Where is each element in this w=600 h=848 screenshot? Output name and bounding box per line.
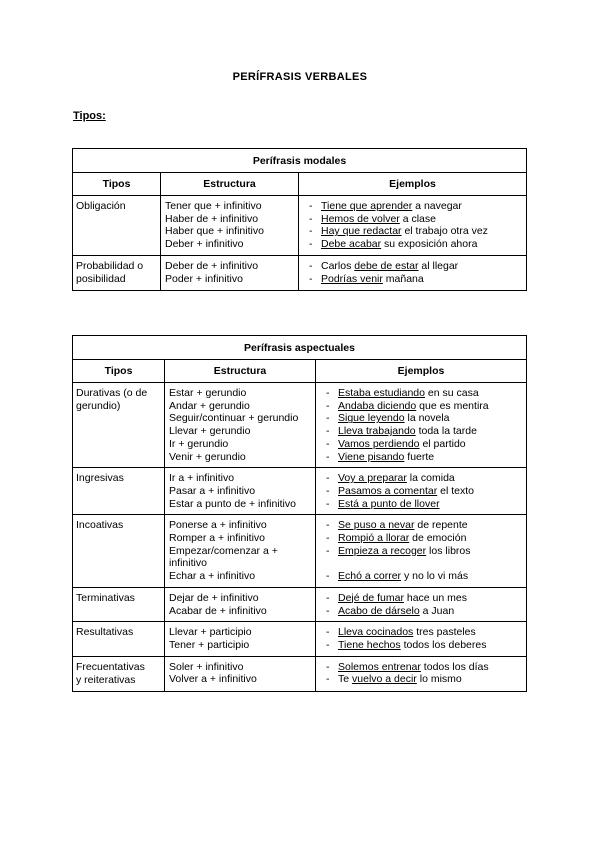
ejemplo-rest: su exposición ahora [381, 238, 478, 251]
ejemplo-periphrasis: Sigue leyendo [338, 412, 405, 425]
ejemplo-periphrasis: Hay que redactar [321, 225, 402, 238]
ejemplo-periphrasis: Empieza a recoger [338, 544, 427, 557]
table-row [73, 622, 527, 656]
estructura-cell [165, 515, 316, 588]
dash-marker: - [326, 450, 330, 463]
ejemplo-rest: que es mentira [416, 399, 489, 412]
ejemplo-periphrasis: Se puso a nevar [338, 519, 415, 532]
ejemplo-periphrasis: Rompió a llorar [338, 532, 410, 545]
tipo-cell [73, 196, 161, 256]
tipo-label: y reiterativas [76, 673, 136, 686]
ejemplo-item [326, 638, 522, 652]
ejemplo-rest: el texto [437, 484, 474, 497]
section-heading: Tipos: [73, 110, 106, 122]
dash-marker: - [326, 472, 330, 485]
dash-marker: - [326, 412, 330, 425]
ejemplo-periphrasis: Viene pisando [338, 450, 405, 463]
ejemplo-rest: la comida [406, 472, 455, 485]
dash-marker: - [326, 399, 330, 412]
table-body [73, 196, 527, 291]
tipo-label: Terminativas [76, 591, 135, 604]
estructura-item: Haber que + infinitivo [165, 225, 264, 238]
ejemplo-item [326, 412, 522, 425]
ejemplo-item [309, 272, 522, 286]
estructura-item: Volver a + infinitivo [169, 673, 257, 686]
dash-marker: - [326, 604, 330, 617]
ejemplo-periphrasis: vuelvo a decir [352, 673, 417, 686]
ejemplo-rest: todos los deberes [400, 638, 487, 651]
dash-marker: - [326, 532, 330, 545]
table-row [73, 196, 527, 256]
page-title: PERÍFRASIS VERBALES [232, 71, 368, 83]
dash-marker: - [326, 544, 330, 557]
ejemplo-item [326, 437, 522, 451]
estructura-cell [165, 587, 316, 621]
tipo-label: posibilidad [76, 272, 126, 285]
ejemplo-item [326, 626, 522, 639]
ejemplo-item [309, 238, 522, 251]
ejemplo-rest: de emoción [409, 532, 467, 545]
ejemplo-periphrasis: Está a punto de llover [338, 497, 440, 510]
dash-marker: - [326, 387, 330, 399]
ejemplo-periphrasis: Debe acabar [321, 238, 382, 251]
ejemplo-rest: mañana [382, 272, 424, 285]
dash-marker: - [326, 660, 330, 673]
ejemplo-prefix: Carlos [321, 259, 355, 272]
ejemplo-item [309, 200, 522, 213]
ejemplo-item [326, 570, 522, 583]
ejemplo-periphrasis: Echó a correr [338, 570, 402, 583]
dash-marker: - [326, 626, 330, 639]
ejemplo-prefix: Te [338, 673, 353, 686]
estructura-item: Seguir/continuar + gerundio [169, 412, 299, 425]
table-caption: Perífrasis modales [73, 149, 527, 173]
ejemplo-item [326, 532, 522, 545]
dash-marker: - [309, 225, 313, 238]
tipo-cell [73, 468, 165, 515]
estructura-item: Dejar de + infinitivo [169, 591, 259, 604]
ejemplo-item [326, 604, 522, 618]
tipo-cell [73, 656, 165, 691]
ejemplo-rest: toda la tarde [415, 425, 477, 438]
estructura-cell [165, 468, 316, 515]
dash-marker: - [326, 437, 330, 450]
dash-marker: - [326, 673, 330, 686]
estructura-item: Haber de + infinitivo [165, 212, 259, 225]
ejemplo-item [326, 450, 522, 464]
estructura-item: Deber de + infinitivo [165, 259, 259, 272]
ejemplo-rest: a clase [399, 212, 436, 225]
ejemplo-item [326, 497, 522, 511]
estructura-item: Echar a + infinitivo [169, 570, 256, 583]
ejemplo-rest: los libros [426, 544, 471, 557]
dash-marker: - [309, 238, 313, 251]
ejemplo-rest: a navegar [412, 200, 462, 212]
tipo-cell [73, 255, 161, 290]
estructura-item: Poder + infinitivo [165, 272, 243, 285]
tipo-cell [73, 587, 165, 621]
aspectuales-table [72, 335, 527, 692]
estructura-item: Tener que + infinitivo [165, 200, 262, 212]
tipo-cell [73, 383, 165, 468]
table-row [73, 468, 527, 515]
ejemplo-periphrasis: Podrías venir [321, 272, 383, 285]
ejemplos-cell [316, 587, 527, 621]
ejemplos-cell [299, 255, 527, 290]
table-row [73, 515, 527, 588]
ejemplo-rest: de repente [414, 519, 468, 532]
ejemplo-item [309, 259, 522, 273]
table-row [73, 587, 527, 621]
dash-marker: - [309, 259, 313, 272]
tipo-label: Obligación [76, 200, 126, 212]
tipo-label: gerundio) [76, 400, 121, 412]
ejemplo-rest: y no lo vi más [401, 570, 469, 583]
estructura-cell [165, 622, 316, 656]
ejemplo-periphrasis: Hemos de volver [321, 212, 400, 225]
estructura-item: Llevar + gerundio [169, 425, 251, 438]
tipo-label: Ingresivas [76, 472, 124, 485]
modales-table [72, 148, 527, 291]
dash-marker: - [326, 497, 330, 510]
ejemplo-periphrasis: Vamos perdiendo [338, 437, 420, 450]
ejemplo-periphrasis: Solemos entrenar [338, 660, 421, 673]
ejemplo-periphrasis: Pasamos a comentar [338, 484, 438, 497]
ejemplo-item [326, 673, 522, 686]
table-row [73, 383, 527, 468]
dash-marker: - [326, 484, 330, 497]
ejemplo-rest: el trabajo otra vez [401, 225, 488, 238]
ejemplo-item [326, 399, 522, 413]
ejemplo-periphrasis: Estaba estudiando [338, 387, 425, 399]
ejemplos-cell [316, 622, 527, 656]
ejemplo-periphrasis: Lleva cocinados [338, 626, 414, 639]
estructura-cell [165, 383, 316, 468]
ejemplo-item [326, 387, 522, 400]
table-body [73, 383, 527, 692]
ejemplo-periphrasis: Tiene hechos [338, 638, 401, 651]
ejemplo-periphrasis: Acabo de dárselo [338, 604, 420, 617]
column-header-ejemplos: Ejemplos [299, 173, 527, 196]
estructura-item: Soler + infinitivo [169, 660, 244, 673]
dash-marker: - [309, 200, 313, 212]
estructura-item: Empezar/comenzar a + infinitivo [169, 544, 278, 570]
ejemplo-item [309, 225, 522, 238]
ejemplo-rest: fuerte [404, 450, 435, 463]
estructura-item: Acabar de + infinitivo [169, 604, 267, 617]
ejemplo-periphrasis: Dejé de fumar [338, 591, 404, 604]
ejemplo-item [326, 660, 522, 674]
ejemplo-rest: en su casa [424, 387, 479, 399]
ejemplos-cell [316, 383, 527, 468]
dash-marker: - [309, 212, 313, 225]
estructura-item: Pasar a + infinitivo [169, 484, 256, 497]
ejemplo-periphrasis: Tiene que aprender [321, 200, 413, 212]
estructura-item: Deber + infinitivo [165, 238, 244, 251]
dash-marker: - [326, 591, 330, 604]
ejemplo-periphrasis: Lleva trabajando [338, 425, 416, 438]
estructura-item: Estar + gerundio [169, 387, 247, 399]
ejemplo-item [326, 472, 522, 485]
ejemplo-rest: hace un mes [403, 591, 467, 604]
table-caption: Perífrasis aspectuales [73, 336, 527, 360]
ejemplo-rest: tres pasteles [413, 626, 476, 639]
tipo-label: Resultativas [76, 626, 134, 639]
table-row [73, 255, 527, 290]
dash-marker: - [326, 425, 330, 438]
estructura-item: Ponerse a + infinitivo [169, 519, 267, 532]
spacer [338, 557, 522, 570]
ejemplos-cell [316, 656, 527, 691]
tipo-label: Durativas (o de [76, 387, 148, 399]
estructura-item: Tener + participio [169, 638, 250, 651]
ejemplo-item [326, 425, 522, 438]
ejemplo-item [309, 212, 522, 226]
ejemplo-rest: el partido [419, 437, 466, 450]
dash-marker: - [309, 272, 313, 285]
dash-marker: - [326, 519, 330, 532]
table-row [73, 656, 527, 691]
ejemplo-rest: lo mismo [416, 673, 462, 686]
column-header-estructura: Estructura [165, 360, 316, 383]
tipo-cell [73, 622, 165, 656]
column-header-tipos: Tipos [73, 360, 165, 383]
ejemplo-rest: la novela [404, 412, 450, 425]
estructura-item: Llevar + participio [169, 626, 252, 639]
ejemplo-periphrasis: Andaba diciendo [338, 399, 417, 412]
tipo-cell [73, 515, 165, 588]
estructura-item: Ir a + infinitivo [169, 472, 235, 485]
ejemplo-rest: al llegar [418, 259, 459, 272]
ejemplos-cell [299, 196, 527, 256]
estructura-item: Romper a + infinitivo [169, 532, 266, 545]
ejemplos-cell [316, 515, 527, 588]
ejemplo-item [326, 519, 522, 532]
dash-marker: - [326, 570, 330, 583]
column-header-tipos: Tipos [73, 173, 161, 196]
estructura-item: Venir + gerundio [169, 450, 246, 463]
estructura-cell [165, 656, 316, 691]
ejemplo-item [326, 544, 522, 558]
ejemplo-rest: a Juan [419, 604, 455, 617]
tipo-label: Frecuentativas [76, 660, 145, 673]
ejemplo-item [326, 484, 522, 498]
dash-marker: - [326, 638, 330, 651]
estructura-cell [161, 196, 299, 256]
estructura-item: Ir + gerundio [169, 437, 229, 450]
tipo-label: Incoativas [76, 519, 124, 532]
ejemplos-cell [316, 468, 527, 515]
ejemplo-rest: todos los días [420, 660, 489, 673]
estructura-item: Andar + gerundio [169, 399, 250, 412]
ejemplo-periphrasis: Voy a preparar [338, 472, 407, 485]
column-header-estructura: Estructura [161, 173, 299, 196]
column-header-ejemplos: Ejemplos [316, 360, 527, 383]
estructura-cell [161, 255, 299, 290]
estructura-item: Estar a punto de + infinitivo [169, 497, 296, 510]
ejemplo-periphrasis: debe de estar [354, 259, 419, 272]
ejemplo-item [326, 591, 522, 605]
tipo-label: Probabilidad o [76, 259, 144, 272]
